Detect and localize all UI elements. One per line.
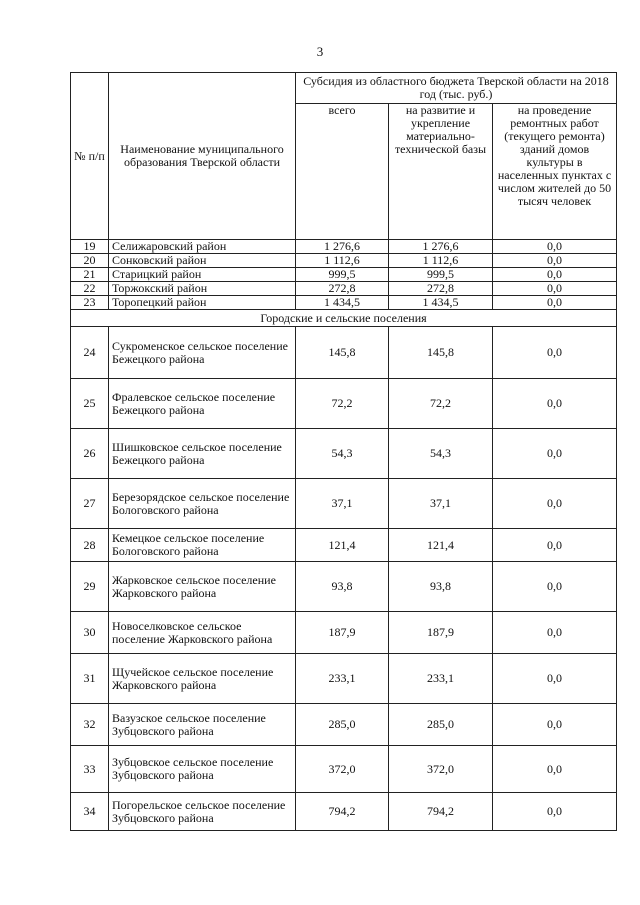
row-total: 37,1 [296,479,389,529]
table-row [71,429,617,479]
row-number: 22 [71,282,109,296]
row-number: 30 [71,612,109,654]
row-repair: 0,0 [493,296,617,310]
table-row [71,240,617,254]
section-row [71,310,617,327]
row-number: 32 [71,704,109,746]
row-name: Березорядское сельское поселение Бологовского района [109,479,296,529]
row-name: Новоселковское сельское поселение Жарковского района [109,612,296,654]
row-total: 233,1 [296,654,389,704]
table-row [71,479,617,529]
row-repair: 0,0 [493,327,617,379]
row-repair: 0,0 [493,379,617,429]
row-material: 233,1 [389,654,493,704]
row-repair: 0,0 [493,704,617,746]
section-body [71,310,617,327]
header-material: на развитие и укрепление материально-технической базы [389,104,493,240]
table-row [71,254,617,268]
table-row [71,612,617,654]
row-material: 272,8 [389,282,493,296]
row-material: 285,0 [389,704,493,746]
row-number: 33 [71,746,109,793]
row-repair: 0,0 [493,654,617,704]
row-number: 29 [71,562,109,612]
row-total: 794,2 [296,793,389,831]
header-num: № п/п [71,73,109,240]
row-material: 794,2 [389,793,493,831]
row-number: 20 [71,254,109,268]
row-repair: 0,0 [493,479,617,529]
row-material: 1 112,6 [389,254,493,268]
row-number: 24 [71,327,109,379]
row-material: 1 276,6 [389,240,493,254]
table-row [71,793,617,831]
row-material: 37,1 [389,479,493,529]
header-row-top [71,73,617,104]
table-row [71,529,617,562]
table-row [71,268,617,282]
row-name: Сонковский район [109,254,296,268]
row-material: 1 434,5 [389,296,493,310]
row-repair: 0,0 [493,562,617,612]
row-name: Старицкий район [109,268,296,282]
row-total: 72,2 [296,379,389,429]
row-total: 1 434,5 [296,296,389,310]
row-number: 25 [71,379,109,429]
row-repair: 0,0 [493,254,617,268]
row-material: 187,9 [389,612,493,654]
row-number: 26 [71,429,109,479]
row-total: 372,0 [296,746,389,793]
row-number: 27 [71,479,109,529]
header-subsidy: Субсидия из областного бюджета Тверской области на 2018 год (тыс. руб.) [296,73,617,104]
row-number: 19 [71,240,109,254]
row-name: Сукроменское сельское поселение Бежецкого района [109,327,296,379]
table-row [71,704,617,746]
row-name: Щучейское сельское поселение Жарковского района [109,654,296,704]
row-repair: 0,0 [493,746,617,793]
row-total: 93,8 [296,562,389,612]
row-repair: 0,0 [493,529,617,562]
row-repair: 0,0 [493,429,617,479]
row-name: Вазузское сельское поселение Зубцовского района [109,704,296,746]
table-row [71,327,617,379]
row-name: Погорельское сельское поселение Зубцовского района [109,793,296,831]
settlements-body [71,327,617,831]
row-repair: 0,0 [493,240,617,254]
row-number: 28 [71,529,109,562]
row-name: Кемецкое сельское поселение Бологовского района [109,529,296,562]
table-row [71,562,617,612]
subsidy-table [70,72,617,831]
section-title: Городские и сельские поселения [71,310,617,327]
row-material: 145,8 [389,327,493,379]
row-material: 72,2 [389,379,493,429]
row-name: Селижаровский район [109,240,296,254]
row-total: 285,0 [296,704,389,746]
row-total: 121,4 [296,529,389,562]
table-row [71,654,617,704]
row-name: Фралевское сельское поселение Бежецкого района [109,379,296,429]
row-total: 145,8 [296,327,389,379]
row-total: 272,8 [296,282,389,296]
header-repair: на проведение ремонтных работ (текущего ремонта) зданий домов культуры в населенных пунктах с числом жителей до 50 тысяч человек [493,104,617,240]
row-repair: 0,0 [493,282,617,296]
row-total: 1 276,6 [296,240,389,254]
row-name: Торжокский район [109,282,296,296]
table-row [71,282,617,296]
row-name: Зубцовское сельское поселение Зубцовского района [109,746,296,793]
row-total: 54,3 [296,429,389,479]
row-repair: 0,0 [493,793,617,831]
row-number: 34 [71,793,109,831]
row-repair: 0,0 [493,612,617,654]
districts-body [71,240,617,310]
row-total: 1 112,6 [296,254,389,268]
row-material: 54,3 [389,429,493,479]
row-number: 23 [71,296,109,310]
header-total: всего [296,104,389,240]
row-name: Шишковское сельское поселение Бежецкого района [109,429,296,479]
row-number: 31 [71,654,109,704]
page-number: 3 [316,44,324,59]
row-name: Торопецкий район [109,296,296,310]
row-total: 999,5 [296,268,389,282]
row-material: 93,8 [389,562,493,612]
row-repair: 0,0 [493,268,617,282]
header-name: Наименование муниципального образования Тверской области [109,73,296,240]
row-number: 21 [71,268,109,282]
row-material: 999,5 [389,268,493,282]
table-row [71,296,617,310]
row-total: 187,9 [296,612,389,654]
row-material: 121,4 [389,529,493,562]
row-name: Жарковское сельское поселение Жарковского района [109,562,296,612]
table-row [71,746,617,793]
table-row [71,379,617,429]
row-material: 372,0 [389,746,493,793]
